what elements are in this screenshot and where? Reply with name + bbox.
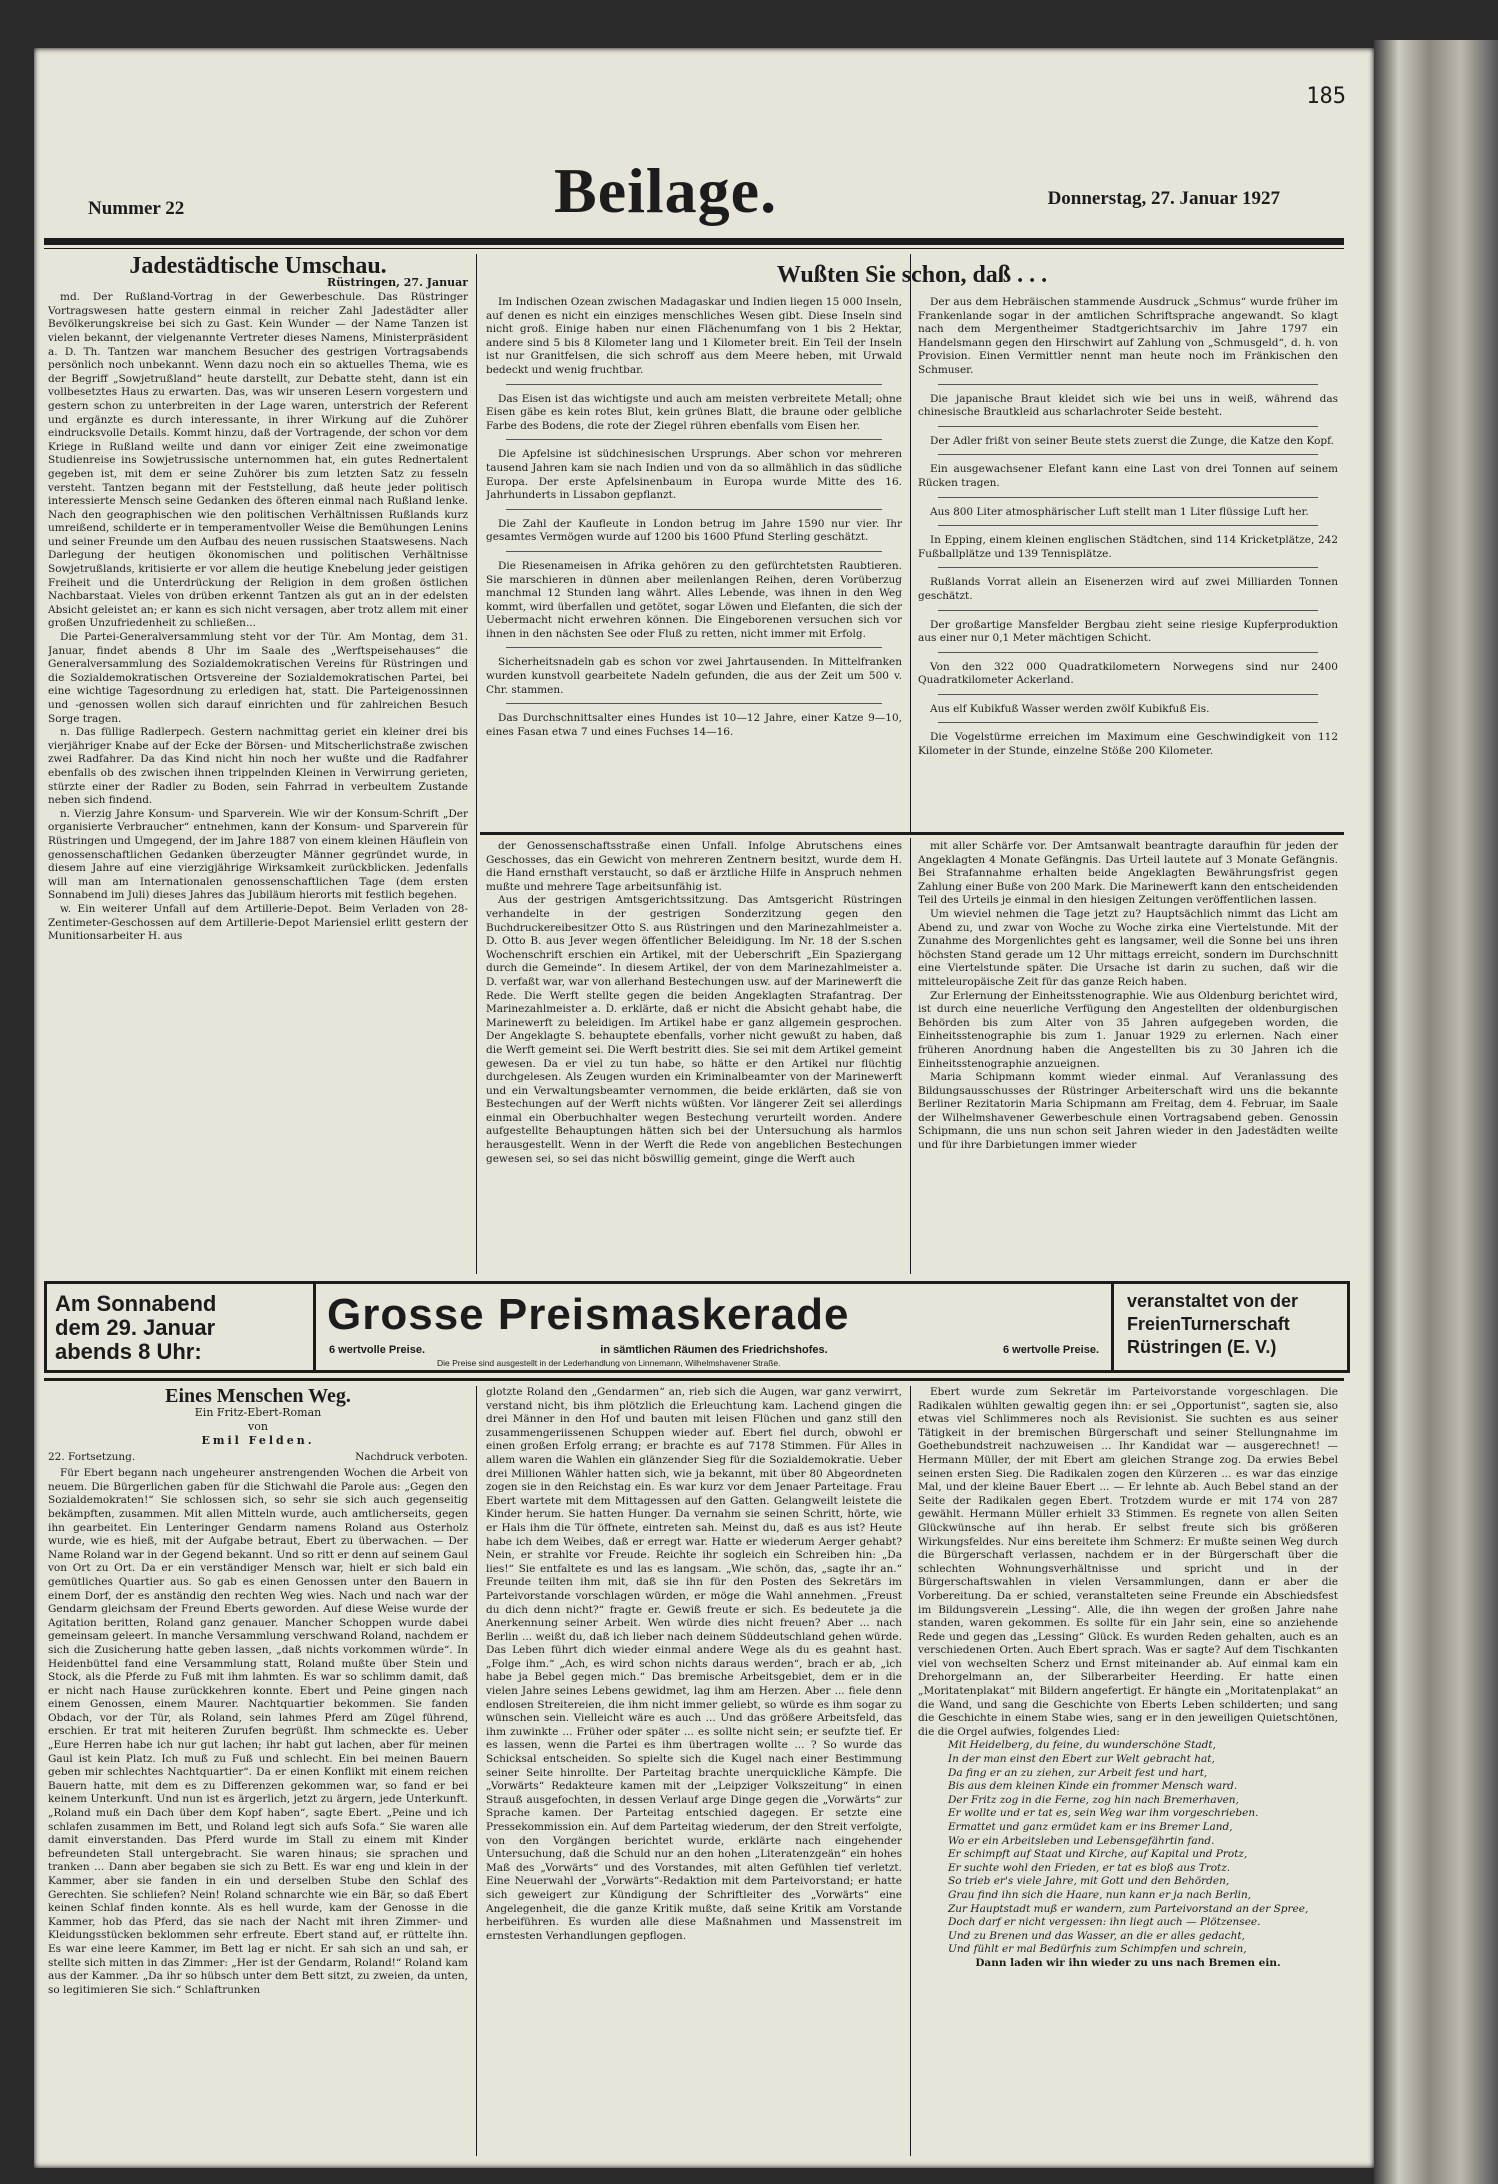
fact-item: Das Durchschnittsalter eines Hundes ist 10—12 Jahre, einer Katze 9—10, eines Fasan etwa 7 und eines Fuchses 14—16. [486, 712, 902, 738]
article-tage: Um wieviel nehmen die Tage jetzt zu? Hauptsächlich nimmt das Licht am Abend zu, und zwar von Woche zu Woche zirka eine Viertelstunde. Mit der Zunahme des Morgenlichtes geht es langsamer, weil die Sonne bei uns ihren höchsten Stand gerade um 12 Uhr mittags erreicht, sondern im Durchschnitt eine Viertelstunde später. Die Ursache ist darin zu suchen, daß wir die mitteleuropäische Zeit für das ganze Reich haben. [918, 907, 1338, 988]
fact-separator [938, 567, 1318, 568]
ad-divider [313, 1284, 316, 1370]
fact-item: Von den 322 000 Quadratkilometern Norwegens sind nur 2400 Quadratkilometer Ackerland. [918, 660, 1338, 687]
ad-organizer-line: veranstaltet von der [1127, 1291, 1299, 1311]
song-verse-line: Grau find ihn sich die Haare, nun kann er ja nach Berlin, [948, 1888, 1252, 1901]
fact-separator [938, 525, 1318, 526]
ad-organizer-line: FreienTurnerschaft [1127, 1314, 1290, 1334]
article-unfall-depot: w. Ein weiterer Unfall auf dem Artillerie-Depot. Beim Verladen von 28-Zentimeter-Geschossen auf dem Artillerie-Depot Mariensiel erlitt gestern der Munitionsarbeiter H. aus [48, 902, 468, 943]
masthead-rule-thick [44, 238, 1344, 245]
article-unfall-cont: der Genossenschaftsstraße einen Unfall. Infolge Abrutschens eines Geschosses, das ein Gewicht von mehreren Zentnern besitzt, wurde dem H. die Hand ernsthaft verstaucht, so daß er ärztliche Hilfe in Anspruch nehmen mußte und mehrere Tage arbeitsunfähig ist. [486, 840, 902, 893]
column-umschau [48, 256, 468, 1274]
novel-subtitle: Ein Fritz-Ebert-Roman [194, 1405, 322, 1419]
advertisement-preismaskerade [44, 1281, 1350, 1373]
ad-date-line: dem 29. Januar [55, 1315, 216, 1340]
fact-separator [506, 703, 882, 704]
column-rule [910, 1386, 911, 2156]
novel-copyright: Nachdruck verboten. [355, 1450, 468, 1463]
novel-by: von [248, 1419, 268, 1433]
ad-venue: in sämtlichen Räumen des Friedrichshofes. [600, 1344, 828, 1356]
wussten-title: Wußten Sie schon, daß . . . [776, 262, 1048, 288]
masthead-rule-thin [44, 248, 1344, 249]
page-number: 185 [1306, 84, 1346, 109]
song-verse-line: Und zu Brenen und das Wasser, an die er alles gedacht, [948, 1929, 1245, 1942]
ad-date-block [55, 1292, 307, 1364]
umschau-location: Rüstringen, 27. Januar [327, 275, 468, 289]
ad-organizer [1127, 1290, 1337, 1359]
song-verse-line: Zur Hauptstadt muß er wandern, zum Parteivorstand an der Spree, [948, 1902, 1309, 1915]
ad-organizer-line: Rüstringen (E. V.) [1127, 1337, 1277, 1357]
novel-text: glotzte Roland den „Gendarmen“ an, rieb sich die Augen, war ganz verwirrt, verstand nicht, bis ihm plötzlich die Erleuchtung kam. Lachend gingen die drei Männer in den Hof und bauten mit leisen Flüchen und ganz still den zusammengeriissenen Schuppen wieder auf. Ebert fiel durch, obwohl er einen großen Erfolg errang; er brachte es auf 7178 Stimmen. Für Alles in allem waren die Wahlen ein glänzender Sieg für die Sozialdemokratie. Ueber drei Millionen Wähler hatten sich, wie ja bekannt, mit über 80 Abgeordneten zogen sie in den Reichstag ein. Es war kurz vor dem Jenaer Parteitage. Frau Ebert wartete mit dem Mittagessen auf den Gatten. Gelangweilt leistete die Kinder herum. Sie hatten Hunger. Da vernahm sie seinen Schritt, hörte, wie er Hals ihm die Tür öffnete, eintreten sah. Meinst du, daß es aus ist? Heute habe ich dem Weibes, daß er erregt war. Hatte er wiederum Aerger gehabt? Nein, er strahlte vor Freude. Reichte ihr sogleich ein Schreiben hin: „Da lies!“ Sie entfaltete es und las es langsam. „Wie schön, das, „sagte ihr an.“ Freunde teilten ihm mit, daß sie ihn für den Posten des Sekretärs im Parteivorstande vorschlagen würden, er möge die Wahl annehmen. „Freust du dich denn nicht?“ fragte er. Gewiß freute er sich. Es bedeutete ja die Anerkennung seiner Arbeit. Wen würde dies nicht freuen? Aber ... nach Berlin ... weißt du, daß ich lieber nach deinem Süddeutschland gehen würde. Das Leben führt dich wieder einmal andere Wege als du es geahnt hast. „Folge ihm.“ „Ach, es wird schon nichts daraus werden“, brach er ab, „ich habe ja Bebel gegen mich.“ Das bremische Arbeitsgebiet, dem er in die vielen Jahre seines Lebens gewidmet, lag ihm am Herzen. Aber ... fiele denn endlosen Streitereien, die ihm nicht immer geliebt, so würde es ihm sogar zu wünschen sein. Vielleicht wäre es auch ... Und das größere Arbeitsfeld, das ihm zuwinkte ... Früher oder später ... es sollte nicht sein; er seufzte tief. Er es lassen, wenn die Partei es ihm übertragen wollte ... ? So wurde das Schicksal entscheiden. So spielte sich die Kugel nach einer Bestimmung seiner Seite hinrollte. Der Parteitag brachte unerquickliche Kämpfe. Die „Vorwärts“ Redakteure kamen mit der „Leipziger Volkszeitung“ in einen Strauß ausgefochten, in dessen Verlauf arge Dinge gegen die „Vorwärts“ zur Sprache kamen. Der Parteitag entschied dagegen. Er setzte eine Pressekommission ein. Auf dem Parteitag wiederum, der den Streit verfolgte, von den Vorgängen berichtet wurde, erklärte nach eingehender Untersuchung, daß die Schuld nur an den hohen „Literatenzgeän“ ein hohes Maß des „Vorwärts“ und des Vorstandes, mit alten Gefühlen tief verletzt. Eine Neuerwahl der „Vorwärts“-Redaktion mit dem Parteivorstand; er hatte sich geweigert zur Kündigung der Schriftleiter des „Vorwärts“ eine Angelegenheit, die die ganze Kritik mußte, daß seine Kritik am Vorstande herbeiführen. Es wurden alle diese Maßnahmen und Massenstreit im ernstesten Verhandlungen gepflogen. [486, 1386, 902, 1942]
article-urteil: mit aller Schärfe vor. Der Amtsanwalt beantragte daraufhin für jeden der Angeklagten 4 Monate Gefängnis. Das Urteil lautete auf 3 Monate Gefängnis. Bei Strafannahme erhalten beide Angeklagten Bewährungsfrist gegen Zahlung einer Buße von 200 Mark. Die Marinewerft kann den entscheidenden Teil des Urteils je einmal in den hiesigen Zeitungen veröffentlichen lassen. [918, 840, 1338, 907]
ad-prizes-right: 6 wertvolle Preise. [1003, 1344, 1099, 1356]
fact-item: Im Indischen Ozean zwischen Madagaskar und Indien liegen 15 000 Inseln, auf denen es nicht ein einziges menschliches Wesen gibt. Diese Inseln sind nicht groß. Einige haben nur einen Flächenumfang von 1 bis 2 Hektar, andere sind 5 bis 8 Kilometer lang und 1 Kilometer breit. Ein Teil der Inseln ist nur Granitfelsen, die sich schroff aus dem Meere heben, mit Urwald bedeckt und wenig fruchtbar. [486, 296, 902, 376]
column-rule [910, 838, 911, 1274]
fact-item: Der Adler frißt von seiner Beute stets zuerst die Zunge, die Katze den Kopf. [930, 434, 1334, 447]
fact-item: Die japanische Braut kleidet sich wie bei uns in weiß, während das chinesische Brautkleid aus scharlachroter Seide besteht. [918, 392, 1338, 419]
fact-separator [506, 551, 882, 552]
newspaper-page [34, 48, 1374, 2168]
masthead-title: Beilage. [554, 155, 778, 226]
fact-separator [938, 722, 1318, 723]
fact-separator [506, 647, 882, 648]
ad-divider [1111, 1284, 1114, 1370]
song-verse-line: Ermattet und ganz ermüdet kam er ins Bremer Land, [948, 1821, 1233, 1833]
fact-item: Aus 800 Liter atmosphärischer Luft stellt man 1 Liter flüssige Luft her. [930, 505, 1309, 518]
article-russland-vortrag: md. Der Rußland-Vortrag in der Gewerbeschule. Das Rüstringer Vortragswesen hatte gestern einmal in reicher Zahl Jadestädter aller Bevölkerungskreise bei sich zu Gast. Kein Wunder — der Name Tanzen ist vielen bekannt, der vielgenannte Vertreter dieses Namens, Ministerpräsident a. D. Th. Tantzen war manchem Besucher des gestrigen Vortragsabends persönlich noch unbekannt. Wenn dazu noch ein so aktuelles Thema, wie es der Begriff „Sowjetrußland“ heute darstellt, zur Debatte steht, dann ist ein vollbesetztes Haus zu erwarten. Das, was wir unseren Lesern vorgestern und gestern schon zu unterbreiten in der Lage waren, unterstrich der Referent und ergänzte es durch interessante, in ihrer Wirkung auf die Zuhörer eindrucksvolle Details. Kommt hinzu, daß der Vortragende, der schon vor dem Kriege in Rußland weilte und dann vor einiger Zeit eine zweimonatige Studienreise ins Sowjetrussische unternommen hat, ein gutes Rednertalent gegeben ist, mit dem er seine Zuhörer bis zum letzten Satz zu fesseln versteht. Tantzen begann mit der Feststellung, daß heute jeder politisch interessierte Mensch seine Gedanken des öfteren einmal nach Rußland lenke. Nach den geographischen wie den politischen Verhältnissen Rußlands kurz umreißend, schilderte er in temperamentvoller Weise die Bemühungen Lenins und seiner Freunde um den Aufbau des neuen russischen Staatswesens. Nach Darlegung der heutigen ökonomischen und politischen Verhältnisse Sowjetrußlands, kritisierte er vor allem die heutige Knebelung jeder geistigen Freiheit und die Unterdrückung der Religion in dem großen östlichen Nachbarstaat. Vieles von drüben erkennt Tantzen als gut an in der edelsten Absicht geleistet an; er kann es sich nicht versagen, aber trotz allem mit einer großen Unzufriedenheit zu schließen... [48, 291, 468, 630]
fact-separator [938, 426, 1318, 427]
column-rule [910, 254, 911, 832]
novel-author: Emil Felden. [201, 1433, 315, 1447]
song-verse-line: Mit Heidelberg, du feine, du wunderschöne Stadt, [948, 1739, 1216, 1752]
column-rule [476, 1386, 477, 2156]
ad-subline [329, 1344, 1099, 1356]
fact-item: Die Zahl der Kaufleute in London betrug im Jahre 1590 nur vier. Ihr gesamtes Vermögen wurde auf 1200 bis 1600 Pfund Sterling geschätzt. [486, 517, 902, 544]
fact-separator [506, 439, 882, 440]
novel-installment-line [48, 1451, 468, 1465]
fact-item: Die Riesenameisen in Afrika gehören zu den gefürchtetsten Raubtieren. Sie marschieren in dünnen aber meilenlangen Reihen, deren Vorüberzug manchmal 12 Stunden lang währt. Alles Lebende, was ihnen in den Weg kommt, wird überfallen und getötet, sogar Löwen und Elefanten, die sich der Uebermacht nicht erwehren können. Die Eingeborenen versuchen sich vor ihnen in den nächsten See oder Fluß zu retten, nicht immer mit Erfolg. [486, 559, 902, 640]
column-lokales [918, 840, 1338, 1272]
song-verse-line: Er suchte wohl den Frieden, er tat es bloß aus Trotz. [948, 1861, 1231, 1874]
article-schipmann: Maria Schipmann kommt wieder einmal. Auf Veranlassung des Bildungsausschusses der Rüstringer Arbeiterschaft wird uns die bekannte Berliner Rezitatorin Maria Schipmann am Freitag, dem 4. Februar, im Saale der Wilhelmshavener Gewerbeschule einen Vortragsabend geben. Genossin Schipmann, die uns nun schon seit Jahren wieder in den Jadestädten weilte und für ihre Darbietungen immer wieder [918, 1071, 1338, 1152]
song-final-line: Dann laden wir ihn wieder zu uns nach Bremen ein. [975, 1956, 1281, 1969]
fact-item: In Epping, einem kleinen englischen Städtchen, sind 114 Kricketplätze, 242 Fußballplätze und 139 Tennisplätze. [918, 534, 1338, 560]
umschau-title: Jadestädtische Umschau. [129, 256, 387, 279]
song-verse-line: In der man einst den Ebert zur Welt gebracht hat, [948, 1753, 1215, 1766]
novel-title: Eines Menschen Weg. [165, 1386, 351, 1407]
column-amtsgericht [486, 840, 902, 1272]
song-verse-line: So trieb er's viele Jahre, mit Gott und den Behörden, [948, 1875, 1230, 1888]
ad-fineprint: Die Preise sind ausgestellt in der Lederhandlung von Linnemann, Wilhelmshavener Straße. [437, 1358, 781, 1368]
novel-text: Ebert wurde zum Sekretär im Parteivorstande vorgeschlagen. Die Radikalen wühlten gewaltig gegen ihn: er sei „Opportunist“, sagten sie, also etwas viel Schlimmeres noch als Revisionist. Sie suchten es aus seiner Tätigkeit in der bremischen Bürgerschaft und seiner Stellungnahme im Goethebundstreit nachzuweisen ... Ihr Kandidat war — ausgerechnet! — Hermann Müller, der mit Ebert am gleichen Strange zog. Da erwies Bebel seinen ersten Sieg. Die Radikalen zogen den Kürzeren ... es war das einzige Mal, und der kleine Bauer Ebert ... — Er lehnte ab. Auch Bebel stand an der Seite der Radikalen gegen Ebert. Trotzdem wurde er mit 174 von 287 gewählt. Hermann Müller erhielt 33 Stimmen. Es regnete von allen Seiten Glückwünsche auf ihn herab. Er selbst freute sich bis größeren Wirkungsfeldes. Nur eins bereitete ihm Schmerz: Er mußte seinen Weg durch die Bürgerschaft verlassen, nachdem er in der Bürgerschaft über die schlechten Wohnungsverhältnisse und spricht und in der Bürgerschaftswahlen in vielen Versammlungen, dann er aber die Vorbereitung. Da er schied, veranstalteten seine Freunde ein Abschiedsfest im Bildungsverein „Lessing“. Alle, die ihn wegen der großen Jahre nahe standen, waren gekommen. Es sollte für ein Jahr sein, eine so anziehende Rede und gegen das „Lessing“ Glück. Es wurden Reden gehalten, auch es an verschiedenen Orten. Auch Ebert sprach. Was er sagte? Auf dem Tischkanten viel von wechselten Scherz und Ernst miteinander ab. Auf einmal kam ein Drehorgelmann an, der Silberarbeiter Heerding. Er hatte einen „Moritatenplakat“ mit Bildern angefertigt. Er hängte ein „Moritatenplakat“ an die Wand, und sang die Geschichte von Eberts Leben schilderten; und sang die Geschichte in einem Stabe wies, sang er in den jeweiligen Quietschtönen, die die Orgel aufwies, folgendes Lied: [918, 1386, 1338, 1738]
fact-separator [506, 509, 882, 510]
novel-installment: 22. Fortsetzung. [48, 1450, 136, 1463]
novel-column-3 [918, 1386, 1338, 2156]
book-spine [1374, 40, 1498, 2184]
song-verse-line: Und fühlt er mal Bedürfnis zum Schimpfen und schrein, [948, 1943, 1247, 1956]
issue-number: Nummer 22 [88, 198, 185, 219]
fact-item: Der großartige Mansfelder Bergbau zieht seine riesige Kupferproduktion aus einer nur 0,1 Meter mächtigen Schicht. [918, 618, 1338, 645]
fact-item: Das Eisen ist das wichtigste und auch am meisten verbreitete Metall; ohne Eisen gäbe es kein rotes Blut, kein grünes Blatt, die braune oder gelbliche Farbe des Bodens, die rote der Ziegel rühren ebenfalls vom Eisen her. [486, 392, 902, 432]
column-rule [476, 254, 477, 1274]
ad-date-line: abends 8 Uhr: [55, 1339, 202, 1364]
fact-separator [938, 610, 1318, 611]
fact-separator [506, 384, 882, 385]
fact-item: Rußlands Vorrat allein an Eisenerzen wird auf zwei Milliarden Tonnen geschätzt. [918, 576, 1338, 602]
section-rule [44, 1378, 1344, 1381]
song-verse-line: Bis aus dem kleinen Kinde ein frommer Mensch ward. [948, 1780, 1238, 1793]
fact-item: Sicherheitsnadeln gab es schon vor zwei Jahrtausenden. In Mittelfranken wurden kunstvoll gearbeitete Nadeln gefunden, die aus der Zeit um 500 v. Chr. stammen. [486, 656, 902, 696]
song-verse-line: Er schimpft auf Staat und Kirche, auf Kapital und Protz, [948, 1848, 1248, 1861]
article-generalversammlung: Die Partei-Generalversammlung steht vor der Tür. Am Montag, dem 31. Januar, findet abends 8 Uhr im Saale des „Werftspeisehauses“ die Generalversammlung des Sozialdemokratischen Vereins für Rüstringen und die Sozialdemokratischen Ortsvereine der Sozialdemokratischen Partei, bei eine wichtige Tagesordnung zu erledigen hat, statt. Die Parteigenossinnen und -genossen wollen sich darauf einrichten und für zahlreichen Besuch Sorge tragen. [48, 631, 468, 725]
fact-separator [938, 384, 1318, 385]
song-verse-line: Doch darf er nicht vergessen: ihn liegt auch — Plötzensee. [948, 1916, 1261, 1929]
novel-column-1 [48, 1386, 468, 2156]
fact-separator [938, 652, 1318, 653]
wussten-left-column [486, 296, 902, 830]
fact-item: Der aus dem Hebräischen stammende Ausdruck „Schmus“ wurde früher im Frankenlande sogar in der amtlichen Schriftsprache angewandt. So klagt nach dem Mergentheimer Stadtgerichtsarchiv im Jahre 1797 ein Handelsmann gegen den Hirschwirt auf Zahlung von „Schmusgeld“, d. h. von Provision. Einen Vermittler nennt man heute noch im Fränkischen den Schmuser. [918, 296, 1338, 376]
article-amtsgericht: Aus der gestrigen Amtsgerichtssitzung. Das Amtsgericht Rüstringen verhandelte in der gestrigen Sonderzitzung gegen den Buchdruckereibesitzer Otto S. aus Rüstringen und den Marinezahlmeister a. D. Otto B. aus Jever wegen öffentlicher Beleidigung. Im Nr. 18 der S.schen Wochenschrift erschien ein Artikel, mit der Ueberschrift „Ein Spaziergang durch die Gemeinde“. In diesem Artikel, der von dem Marinezahlmeister a. D. verfaßt war, war von allerhand Bestechungen usw. auf der Marinewerft die Rede. Die Werft stellte gegen die beiden Angeklagten Strafantrag. Der Marinezahlmeister a. D. erklärte, daß er nicht die Absicht gehabt habe, die Marinewerft zu beleidigen. Im Artikel habe er ganz allgemein gesprochen. Der Angeklagte S. behauptete ebenfalls, vorher nicht gewußt zu haben, daß die Werft gemeint sei. Die Werft bestritt dies. Sie sei mit dem Artikel gemeint gewesen. Da er viel zu tun habe, so hätte er den Artikel nur flüchtig durchgelesen. Als Zeugen wurden ein Kriminalbeamter von der Marinewerft und ein Verwaltungsbeamter vernommen, die beide erklärten, daß sie von Bestechungen auf der Werft nichts wüßten. Vor längerer Zeit sei allerdings einmal ein Oberbuchhalter wegen Bestechung verurteilt worden. Andere aufgestellte Behauptungen hätten sich bei der Untersuchung als harmlos herausgestellt. Wenn in der Werft die Rede von angeblichen Bestechungen gewesen sei, so sei das nicht böswillig gemeint, ginge die Werft auch [486, 894, 902, 1165]
novel-text: Für Ebert begann nach ungeheurer anstrengenden Wochen die Arbeit von neuem. Die Bürgerlichen gaben für die Stichwahl die Parole aus: „Gegen den Sozialdemokraten!“ Sie schlossen sich, so sehr sie sich auch gegenseitig bekämpften, zusammen. Mit allen Mitteln wurde, auch amtlicherseits, gegen ihn gearbeitet. Ein Lenteringer Gendarm namens Roland aus Osterholz wurde, wie es hieß, mit der Aufgabe betraut, Ebert zu überwachen. — Der Name Roland war in der Gegend bekannt. Und so ritt er denn auf seinem Gaul von Ort zu Ort. Da er ein verständiger Mensch war, hielt er sich bald ein gemütliches Quartier aus. So gab es einen Genossen unter den Bauern in einem Dorf, der es anständig den rechten Weg wies. Nach und nach war der Gendarm gleichsam der Freund Eberts geworden. Auf diese Weise wurde der Agitation beritten, Roland ganz genauer. Mancher Schoppen wurde dabei gemeinsam geleert. In manche Versammlung verschwand Roland, nachdem er sich die Zusicherung hatte geben lassen, „daß nichts vorkommen würde“. In Heidenbüttel fand eine Versammlung statt, Roland mußte über Stein und Stock, als die Pferde zu Fuß mit ihm lahmten. Es war so schlimm damit, daß er nicht nach Hause zurückkehren konnte. Ebert und Peine gingen nach einem Genossen, einem Maurer. Nachtquartier bekommen. Sie fanden Obdach, vor der Tür, als Roland, sein lahmes Pferd am Zügel führend, erschien. Er trat mit heiteren Zurufen begrüßt. Ihm schmeckte es. Ueber „Eure Herren habe ich nur gut lachen; ihr habt gut lachen, aber für meinen Gaul ist kein Platz. Ich muß zu Fuß und schlecht. Ein bei meinen Bauern geben mir schlechtes Nachtquartier“. Da er einen Konflikt mit einem reichen Bauern hatte, mit dem es zu Differenzen gekommen war, so fand er bei keinem Unterkunft. Und nun ist es ärgerlich, jetzt zu ärgern, jede Unterkunft. „Roland muß ein Dach über dem Kopf haben“, sagte Ebert. „Peine und ich schlafen zusammen im Bett, und Roland legt sich aufs Sofa.“ Sie waren alle damit einverstanden. Das Pferd wurde im Stall zu einem mit Kinder befreundeten Stall untergebracht. Sie waren hinaus; sie sprachen und tranken ... Dann aber begaben sie sich zu Bett. Es war eng und klein in der Kammer, aber sie fanden in ein und derselben Stube den Schlaf des Gerechten. Sie schliefen? Nein! Roland schnarchte wie ein Bär, so daß Ebert keinen Schlaf finden konnte. Als es hell wurde, kam der Genosse in die Kammer, hob das Pferd, das sie nach der Nacht mit ihren Zimmer- und Kleidungsstücken beklommen sehr erfreute. Ebert stand auf, er rüttelte ihn. Es war eine leere Kammer, im Bett lag er nicht. Er sah sich an und sah, er stellte sich mitten in das Zimmer: „Her ist der Gendarm, Roland!“ Roland kam aus der Kammer. „Da ihr so hübsch unter dem Bett sitzt, zu zweien, da unten, so legitimieren Sie sich.“ Schlaftrunken [48, 1467, 468, 1996]
fact-separator [938, 454, 1318, 455]
fact-item: Die Apfelsine ist südchinesischen Ursprungs. Aber schon vor mehreren tausend Jahren kam sie nach Indien und von da so allmählich in das südliche Europa. Der erste Apfelsinenbaum in Europa wurde Mitte des 16. Jahrhunderts in Lissabon gepflanzt. [486, 448, 902, 502]
ad-title: Grosse Preismaskerade [327, 1290, 850, 1339]
fact-separator [938, 694, 1318, 695]
fact-item: Ein ausgewachsener Elefant kann eine Last von drei Tonnen auf seinem Rücken tragen. [918, 463, 1338, 489]
section-rule [480, 832, 1344, 835]
fact-item: Aus elf Kubikfuß Wasser werden zwölf Kubikfuß Eis. [930, 702, 1210, 715]
fact-item: Die Vogelstürme erreichen im Maximum eine Geschwindigkeit von 112 Kilometer in der Stunde, einzelne Stöße 200 Kilometer. [918, 731, 1338, 758]
article-konsumverein: n. Vierzig Jahre Konsum- und Sparverein. Wie wir der Konsum-Schrift „Der organisierte Verbraucher“ entnehmen, kann der Konsum- und Sparverein für Rüstringen und Umgegend, der im Jahre 1887 von einem kleinen Häuflein von genossenschaftlichen Gedanken überzeugter Männer gegründet wurde, in diesem Jahre auf eine vierzigjährige Wirksamkeit zurückblicken. Jedenfalls will man am Internationalen genossenschaftlichen Tage (dem ersten Sonnabend im Juli) dieses Jahres das Jubiläum hierorts mit festlich begehen. [48, 807, 468, 902]
article-radlerpech: n. Das füllige Radlerpech. Gestern nachmittag geriet ein kleiner drei bis vierjähriger Knabe auf der Ecke der Börsen- und Mitscherlichstraße zwischen zwei Radfahrer. Da das Kind nicht hin noch her wußte und die Radfahrer ebenfalls ob des zwischen ihnen trippelnden Kleinen in Verwirrung gerieten, stürzte einer der Radler zu Boden, sein Fahrrad in verbeultem Zustande neben sich findend. [48, 726, 468, 807]
novel-column-2 [486, 1386, 902, 2156]
song-verse-line: Er wollte und er tat es, sein Weg war ihm vorgeschrieben. [948, 1807, 1259, 1820]
ad-date-line: Am Sonnabend [55, 1291, 217, 1316]
song-verse-line: Der Fritz zog in die Ferne, zog hin nach Bremerhaven, [948, 1793, 1239, 1806]
wussten-right-column [918, 296, 1338, 830]
fact-separator [938, 497, 1318, 498]
song-verse-line: Wo er ein Arbeitsleben und Lebensgefährtin fand. [948, 1834, 1215, 1847]
song-verse-line: Da fing er an zu ziehen, zur Arbeit fest und hart, [948, 1766, 1208, 1779]
issue-date: Donnerstag, 27. Januar 1927 [1047, 188, 1280, 209]
article-stenographie: Zur Erlernung der Einheitsstenographie. Wie aus Oldenburg berichtet wird, ist durch eine neuerliche Verfügung den Angestellten der oldenburgischen Behörden bis zum Alter von 35 Jahren aufgegeben worden, die Einheitsstenographie bis zum 1. Januar 1929 zu erlernen. Nach einer früheren Anordnung haben die Angestellten bis zu 30 Jahren ich die Einheitsstenographie anzueignen. [918, 989, 1338, 1070]
ad-prizes-left: 6 wertvolle Preise. [329, 1344, 425, 1356]
